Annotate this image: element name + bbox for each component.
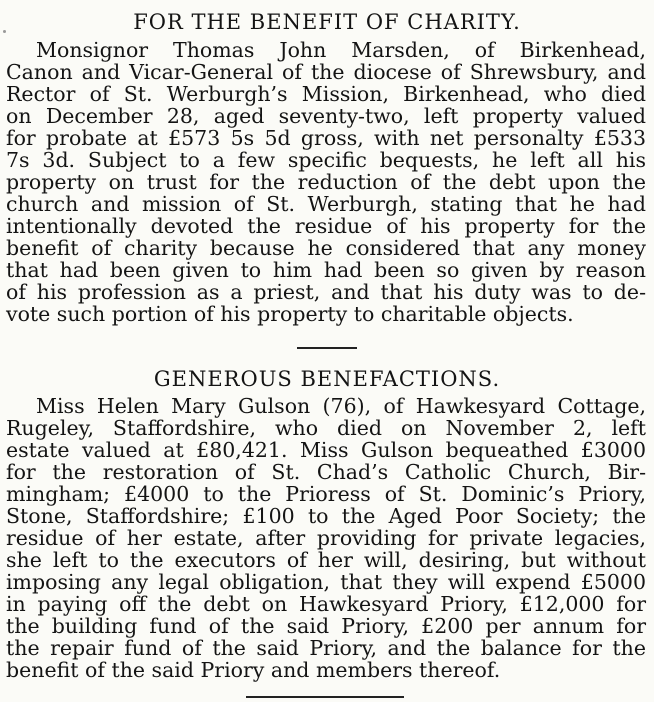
- article-2-line: the building fund of the said Priory, £200 per annum for: [6, 614, 646, 638]
- article-1-line: intentionally devoted the residue of his property for the: [6, 214, 646, 238]
- article-2-line: benefit of the said Priory and members thereof.: [6, 658, 501, 682]
- article-2-heading: GENEROUS BENEFACTIONS.: [153, 367, 501, 391]
- article-1-line: vote such portion of his property to charitable objects.: [6, 302, 574, 326]
- article-2-line: Stone, Staffordshire; £100 to the Aged Poor Society; the: [6, 504, 646, 528]
- article-2-line: the repair fund of the said Priory, and the balance for the: [6, 636, 646, 660]
- article-2-line: for the restoration of St. Chad’s Catholic Church, Bir-: [6, 460, 646, 484]
- article-1-line: church and mission of St. Werburgh, stating that he had: [6, 192, 646, 216]
- article-2-line: imposing any legal obligation, that they will expend £5000: [6, 570, 646, 594]
- article-1-line: benefit of charity because he considered that any money: [6, 236, 646, 260]
- article-1-line: property on trust for the reduction of the debt upon the: [6, 170, 646, 194]
- article-1-heading: FOR THE BENEFIT OF CHARITY.: [133, 10, 521, 34]
- article-2-line: Miss Helen Mary Gulson (76), of Hawkesyard Cottage,: [36, 394, 646, 418]
- section-divider: [297, 347, 357, 349]
- article-1-line: for probate at £573 5s 5d gross, with net personalty £533: [6, 126, 646, 150]
- article-1-line: of his profession as a priest, and that his duty was to de-: [6, 280, 646, 304]
- article-1-line: that had been given to him had been so given by reason: [6, 258, 646, 282]
- article-1-line: Canon and Vicar-General of the diocese of Shrewsbury, and: [6, 60, 646, 84]
- article-2-line: in paying off the debt on Hawkesyard Priory, £12,000 for: [6, 592, 646, 616]
- article-1-line: 7s 3d. Subject to a few specific bequests, he left all his: [6, 148, 646, 172]
- article-2-line: residue of her estate, after providing for private legacies,: [6, 526, 646, 550]
- article-2-line: Rugeley, Staffordshire, who died on November 2, left: [6, 416, 646, 440]
- article-1-line: Rector of St. Werburgh’s Mission, Birkenhead, who died: [6, 82, 646, 106]
- article-2-line: she left to the executors of her will, desiring, but without: [6, 548, 646, 572]
- section-divider: [246, 696, 404, 698]
- article-2-line: mingham; £4000 to the Prioress of St. Dominic’s Priory,: [6, 482, 646, 506]
- article-1-line: Monsignor Thomas John Marsden, of Birkenhead,: [36, 38, 646, 62]
- article-1-line: on December 28, aged seventy-two, left property valued: [6, 104, 646, 128]
- article-2-line: estate valued at £80,421. Miss Gulson bequeathed £3000: [6, 438, 646, 462]
